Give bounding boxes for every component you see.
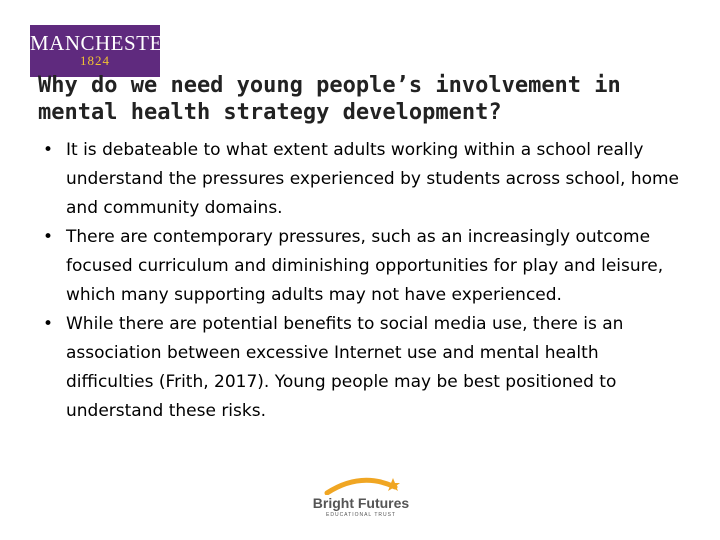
bullet-text: It is debateable to what extent adults working within a school really understand the pressures experienced by students across school, home and community domains. (66, 140, 680, 218)
bright-futures-subtitle: EDUCATIONAL TRUST (326, 512, 396, 518)
bullet-list (38, 136, 688, 426)
bullet-item (38, 310, 688, 426)
sunrise-arc-icon (321, 475, 401, 495)
bullet-icon: • (42, 227, 54, 247)
bullet-text: While there are potential benefits to social media use, there is an association between excessive Internet use and mental health difficulties (Frith, 2017). Young people may be best positioned to understand these risks. (66, 314, 624, 421)
bullet-item (38, 223, 688, 310)
bullet-icon: • (42, 140, 54, 160)
slide-title: Why do we need young people’s involvement in mental health strategy development? (38, 73, 621, 125)
bullet-item (38, 136, 688, 223)
logo-year: 1824 (80, 53, 110, 68)
bullet-icon: • (42, 314, 54, 334)
manchester-logo (30, 25, 178, 77)
bullet-text: There are contemporary pressures, such as an increasingly outcome focused curriculum and diminishing opportunities for play and leisure, which many supporting adults may not have experienced. (66, 227, 664, 305)
bright-futures-name: Bright Futures (312, 495, 410, 511)
bright-futures-logo (306, 475, 416, 527)
logo-name: MANCHESTER (30, 31, 178, 55)
